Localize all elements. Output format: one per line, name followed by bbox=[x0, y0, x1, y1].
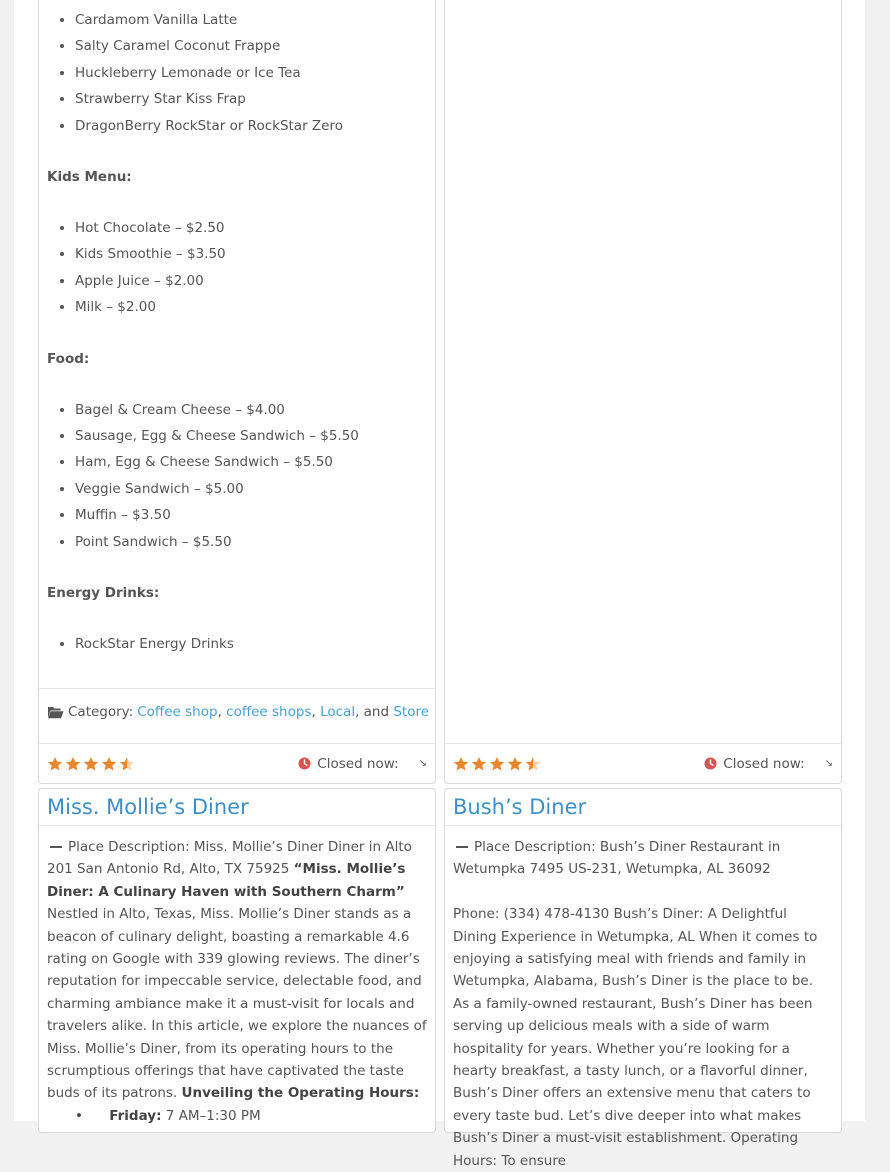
chevron-down-icon[interactable]: ↘ bbox=[418, 758, 427, 769]
rating-status-bar bbox=[445, 743, 841, 783]
category-link-local[interactable]: Local bbox=[320, 703, 356, 720]
list-item: • Cardamom Vanilla Latte bbox=[75, 7, 427, 33]
list-item: • Bagel & Cream Cheese – $4.00 bbox=[75, 397, 427, 423]
page bbox=[14, 0, 865, 1169]
list-item: • Muffin – $3.50 bbox=[75, 502, 427, 528]
star-icon bbox=[507, 756, 523, 772]
food-label: Food: bbox=[47, 350, 90, 367]
star-icon bbox=[119, 756, 135, 772]
listing-description: Place Description: Bush’s Diner Restaurant in Wetumpka 7495 US-231, Wetumpka, AL 36092 Phone: (334) 478-4130 Bush’s Diner: A Delightful Dining Experience in Wetumpka, AL When it comes to enjoying a satisfying meal with friends and family in Wetumpka, Alabama, Bush’s Diner is the place to be. As a family-owned restaurant, Bush’s Diner has been serving up delicious meals with a side of warm hospitality for years. Whether you’re looking for a hearty breakfast, a tasty lunch, or a flavorful dinner, Bush’s Diner offers an extensive menu that caters to every taste bud. Let’s dive deeper into what makes Bush’s Diner a must-visit establishment. Operating Hours: To ensure bbox=[453, 839, 818, 1169]
closed-now-label: Closed now: bbox=[723, 755, 805, 772]
minus-icon[interactable] bbox=[50, 846, 62, 848]
list-item: • Huckleberry Lemonade or Ice Tea bbox=[75, 60, 427, 86]
category-bar: Category: Coffee shop , coffee shops , Local , and Store bbox=[39, 688, 435, 734]
list-item: • Veggie Sandwich – $5.00 bbox=[75, 476, 427, 502]
category-and: , and bbox=[355, 703, 390, 720]
list-item: • Point Sandwich – $5.50 bbox=[75, 529, 427, 555]
clock-icon bbox=[298, 757, 311, 770]
list-item: • RockStar Energy Drinks bbox=[75, 631, 427, 657]
open-status[interactable] bbox=[704, 756, 833, 772]
list-item: • Ham, Egg & Cheese Sandwich – $5.50 bbox=[75, 449, 427, 475]
minus-icon[interactable] bbox=[456, 846, 468, 848]
list-item: • Strawberry Star Kiss Frap bbox=[75, 86, 427, 112]
listing-description: Place Description: Miss. Mollie’s Diner Diner in Alto 201 San Antonio Rd, Alto, TX 75925 “Miss. Mollie’s Diner: A Culinary Haven with Southern Charm” Nestled in Alto, Texas, Miss. Mollie’s Diner stands as a beacon of culinary delight, boasting a remarkable 4.6 rating on Google with 339 glowing reviews. The diner’s reputation for impeccable service, delectable food, and charming ambiance make it a must-visit for locals and travelers alike. In this article, we explore the nuances of Miss. Mollie’s Diner, from its operating hours to the scrumptious offerings that have captivated the taste buds of its patrons. Unveiling the Operating Hours: bbox=[47, 839, 427, 1102]
star-icon bbox=[101, 756, 117, 772]
star-icon bbox=[65, 756, 81, 772]
drinks-list bbox=[47, 7, 427, 139]
star-icon bbox=[471, 756, 487, 772]
listing-card-bushs bbox=[444, 788, 842, 1169]
energy-drinks-label: Energy Drinks: bbox=[47, 585, 160, 602]
list-item: • DragonBerry RockStar or RockStar Zero bbox=[75, 113, 427, 139]
category-link-coffee-shops[interactable]: coffee shops bbox=[226, 703, 312, 720]
listing-title[interactable]: Bush’s Diner bbox=[445, 789, 841, 826]
star-icon bbox=[47, 756, 63, 772]
hours-item: • Friday: 7 AM–1:30 PM bbox=[59, 1105, 435, 1127]
rating-stars bbox=[47, 756, 135, 772]
clock-icon bbox=[704, 757, 717, 770]
listing-card-mollies bbox=[38, 788, 436, 1133]
list-item: • Salty Caramel Coconut Frappe bbox=[75, 33, 427, 59]
rating-status-bar bbox=[39, 743, 435, 783]
category-link-coffee-shop[interactable]: Coffee shop bbox=[137, 703, 218, 720]
star-icon bbox=[83, 756, 99, 772]
food-list bbox=[47, 397, 427, 555]
listing-card-coffee bbox=[38, 0, 436, 784]
category-link-store[interactable]: Store bbox=[393, 703, 430, 720]
kids-menu-list bbox=[47, 215, 427, 321]
energy-drinks-list bbox=[47, 631, 427, 657]
listing-card-right-top bbox=[444, 0, 842, 784]
list-item: • Milk – $2.00 bbox=[75, 294, 427, 320]
list-item: • Sausage, Egg & Cheese Sandwich – $5.50 bbox=[75, 423, 427, 449]
kids-menu-label: Kids Menu: bbox=[47, 169, 132, 186]
category-label: Category: bbox=[68, 703, 134, 720]
list-item: • Apple Juice – $2.00 bbox=[75, 268, 427, 294]
closed-now-label: Closed now: bbox=[317, 755, 399, 772]
listing-title[interactable]: Miss. Mollie’s Diner bbox=[39, 789, 435, 826]
hours-list bbox=[39, 1105, 435, 1127]
open-status[interactable] bbox=[298, 756, 427, 772]
list-item: • Hot Chocolate – $2.50 bbox=[75, 215, 427, 241]
star-icon bbox=[489, 756, 505, 772]
star-icon bbox=[453, 756, 469, 772]
rating-stars bbox=[453, 756, 541, 772]
star-icon bbox=[525, 756, 541, 772]
folder-open-icon bbox=[47, 705, 64, 719]
chevron-down-icon[interactable]: ↘ bbox=[824, 758, 833, 769]
list-item: • Kids Smoothie – $3.50 bbox=[75, 241, 427, 267]
